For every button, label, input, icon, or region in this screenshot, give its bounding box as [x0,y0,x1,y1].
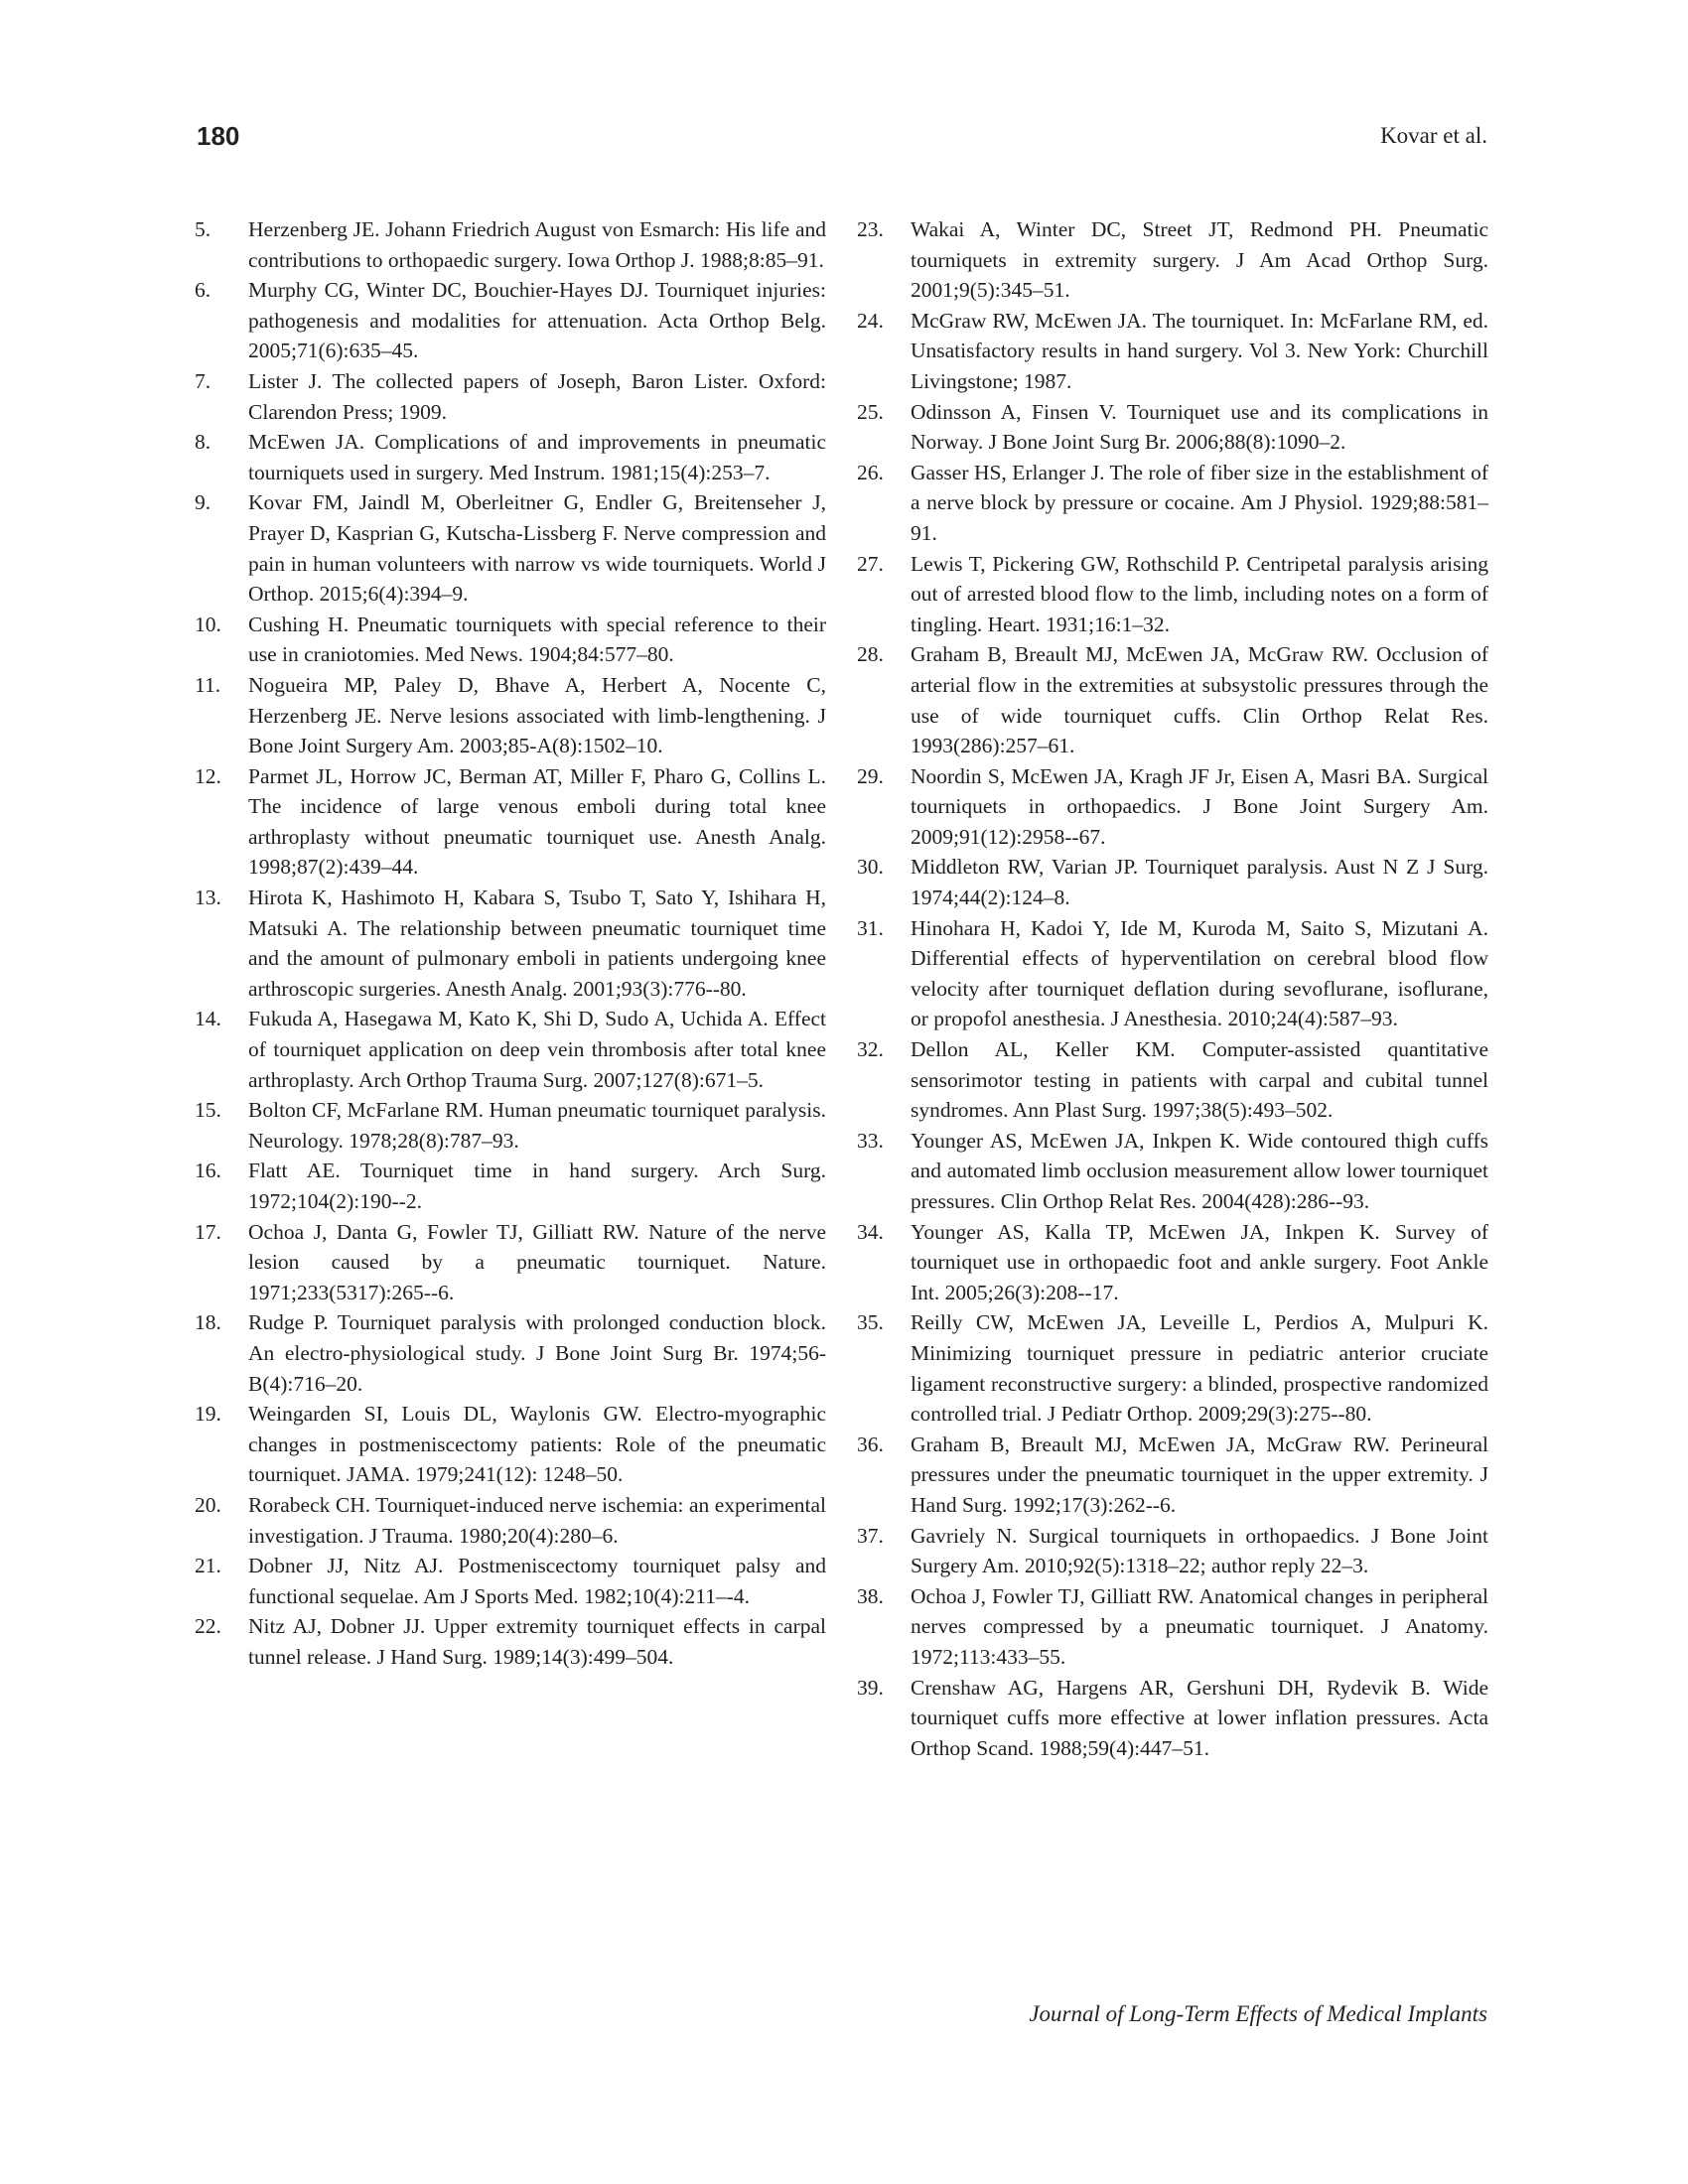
reference-text: Graham B, Breault MJ, McEwen JA, McGraw RW. Perineural pressures under the pneumatic tourniquet in the upper extremity. J Hand Surg. 1992;17(3):262--6. [911,1432,1488,1517]
reference-item [195,883,826,1004]
reference-item [857,1673,1488,1764]
reference-text: Younger AS, Kalla TP, McEwen JA, Inkpen K. Survey of tourniquet use in orthopaedic foot and ankle surgery. Foot Ankle Int. 2005;26(3):208--17. [911,1219,1488,1304]
reference-text: Nogueira MP, Paley D, Bhave A, Herbert A, Nocente C, Herzenberg JE. Nerve lesions associated with limb-lengthening. J Bone Joint Surgery Am. 2003;85-A(8):1502–10. [248,672,826,758]
reference-item [195,487,826,609]
reference-number: 16. [195,1159,221,1183]
reference-text: Flatt AE. Tourniquet time in hand surgery. Arch Surg. 1972;104(2):190--2. [248,1159,826,1213]
reference-number: 27. [857,551,884,576]
reference-text: Cushing H. Pneumatic tourniquets with special reference to their use in craniotomies. Med News. 1904;84:577–80. [248,612,826,667]
reference-item [195,761,826,883]
reference-number: 38. [857,1583,884,1608]
reference-item [857,852,1488,912]
reference-text: Odinsson A, Finsen V. Tourniquet use and its complications in Norway. J Bone Joint Surg Br. 2006;88(8):1090–2. [911,399,1488,455]
reference-item [195,1611,826,1672]
reference-text: Lewis T, Pickering GW, Rothschild P. Centripetal paralysis arising out of arrested blood flow to the limb, including notes on a form of tingling. Heart. 1931;16:1–32. [911,551,1488,636]
reference-number: 21. [195,1554,221,1578]
references-column-left [195,214,826,1673]
reference-item [195,610,826,670]
reference-number: 39. [857,1675,884,1700]
reference-text: Herzenberg JE. Johann Friedrich August von Esmarch: His life and contributions to orthopaedic surgery. Iowa Orthop J. 1988;8:85–91. [248,217,826,272]
reference-text: Rorabeck CH. Tourniquet-induced nerve ischemia: an experimental investigation. J Trauma. 1980;20(4):280–6. [248,1492,826,1548]
reference-number: 17. [195,1219,221,1244]
reference-text: Hinohara H, Kadoi Y, Ide M, Kuroda M, Saito S, Mizutani A. Differential effects of hyperventilation on cerebral blood flow velocity after tourniquet deflation during sevoflurane, isoflurane, or propofol anesthesia. J Anesthesia. 2010;24(4):587–93. [911,915,1488,1031]
reference-number: 25. [857,399,884,424]
reference-item [857,1307,1488,1429]
reference-text: Younger AS, McEwen JA, Inkpen K. Wide contoured thigh cuffs and automated limb occlusion measurement allow lower tourniquet pressures. Clin Orthop Relat Res. 2004(428):286--93. [911,1128,1488,1213]
reference-number: 33. [857,1128,884,1153]
reference-number: 30. [857,855,884,880]
reference-text: Rudge P. Tourniquet paralysis with prolonged conduction block. An electro-physiological study. J Bone Joint Surg Br. 1974;56-B(4):716–20. [248,1310,826,1396]
reference-item [195,1307,826,1399]
journal-footer: Journal of Long-Term Effects of Medical Implants [1029,2001,1487,2026]
reference-text: Fukuda A, Hasegawa M, Kato K, Shi D, Sudo A, Uchida A. Effect of tourniquet application on deep vein thrombosis after total knee arthroplasty. Arch Orthop Trauma Surg. 2007;127(8):671–5. [248,1007,826,1092]
references-column-right [857,214,1488,1763]
reference-number: 11. [195,672,221,697]
reference-item [195,1399,826,1490]
reference-text: Parmet JL, Horrow JC, Berman AT, Miller F, Pharo G, Collins L. The incidence of large venous emboli during total knee arthroplasty without pneumatic tourniquet use. Anesth Analg. 1998;87(2):439–44. [248,763,826,880]
reference-number: 36. [857,1432,884,1456]
reference-number: 26. [857,460,884,484]
reference-number: 15. [195,1098,221,1123]
reference-text: Bolton CF, McFarlane RM. Human pneumatic tourniquet paralysis. Neurology. 1978;28(8):787–93. [248,1098,826,1153]
reference-item [857,639,1488,760]
reference-item [857,761,1488,853]
reference-item [857,1521,1488,1581]
reference-number: 23. [857,217,884,241]
reference-text: Wakai A, Winter DC, Street JT, Redmond PH. Pneumatic tourniquets in extremity surgery. J Am Acad Orthop Surg. 2001;9(5):345–51. [911,217,1488,303]
reference-text: Nitz AJ, Dobner JJ. Upper extremity tourniquet effects in carpal tunnel release. J Hand Surg. 1989;14(3):499–504. [248,1614,826,1669]
reference-text: Kovar FM, Jaindl M, Oberleitner G, Endler G, Breitenseher J, Prayer D, Kasprian G, Kutscha-Lissberg F. Nerve compression and pain in human volunteers with narrow vs wide tourniquets. World J Orthop. 2015;6(4):394–9. [248,490,826,607]
reference-text: Weingarden SI, Louis DL, Waylonis GW. Electro-myographic changes in postmeniscectomy patients: Role of the pneumatic tourniquet. JAMA. 1979;241(12): 1248–50. [248,1402,826,1487]
reference-text: Ochoa J, Danta G, Fowler TJ, Gilliatt RW. Nature of the nerve lesion caused by a pneumatic tourniquet. Nature. 1971;233(5317):265--6. [248,1219,826,1304]
page-number: 180 [197,121,240,151]
reference-item [857,214,1488,306]
reference-number: 29. [857,763,884,788]
reference-number: 6. [195,278,211,303]
reference-item [195,1551,826,1611]
reference-item [857,549,1488,640]
reference-number: 31. [857,915,884,940]
reference-number: 13. [195,886,221,910]
reference-item [195,1004,826,1095]
reference-item [857,1430,1488,1521]
reference-text: Murphy CG, Winter DC, Bouchier-Hayes DJ. Tourniquet injuries: pathogenesis and modalities for attenuation. Acta Orthop Belg. 2005;71(6):635–45. [248,278,826,363]
reference-item [195,275,826,366]
reference-number: 20. [195,1492,221,1517]
reference-item [195,1490,826,1551]
reference-item [857,306,1488,397]
reference-item [195,366,826,427]
reference-item [195,214,826,275]
reference-item [195,1156,826,1216]
reference-number: 12. [195,763,221,788]
reference-item [195,1217,826,1308]
reference-number: 5. [195,217,211,241]
reference-number: 28. [857,642,884,667]
reference-item [857,913,1488,1034]
reference-number: 8. [195,430,211,455]
reference-number: 22. [195,1614,221,1639]
reference-number: 34. [857,1219,884,1244]
reference-item [857,458,1488,549]
reference-number: 18. [195,1310,221,1335]
reference-number: 19. [195,1402,221,1427]
reference-text: Middleton RW, Varian JP. Tourniquet paralysis. Aust N Z J Surg. 1974;44(2):124–8. [911,855,1488,910]
reference-item [857,1581,1488,1673]
reference-number: 10. [195,612,221,636]
reference-text: Dobner JJ, Nitz AJ. Postmeniscectomy tourniquet palsy and functional sequelae. Am J Sports Med. 1982;10(4):211–-4. [248,1554,826,1608]
reference-item [195,670,826,761]
reference-text: Hirota K, Hashimoto H, Kabara S, Tsubo T, Sato Y, Ishihara H, Matsuki A. The relationship between pneumatic tourniquet time and the amount of pulmonary emboli in patients undergoing knee arthroscopic surgeries. Anesth Analg. 2001;93(3):776--80. [248,886,826,1001]
reference-text: Gavriely N. Surgical tourniquets in orthopaedics. J Bone Joint Surgery Am. 2010;92(5):1318–22; author reply 22–3. [911,1523,1488,1578]
reference-number: 24. [857,308,884,333]
reference-number: 35. [857,1310,884,1335]
reference-number: 14. [195,1007,221,1031]
reference-number: 32. [857,1037,884,1062]
reference-text: Lister J. The collected papers of Joseph, Baron Lister. Oxford: Clarendon Press; 1909. [248,368,826,424]
reference-item [857,397,1488,458]
reference-number: 7. [195,368,211,393]
reference-text: McGraw RW, McEwen JA. The tourniquet. In: McFarlane RM, ed. Unsatisfactory results in hand surgery. Vol 3. New York: Churchill Livingstone; 1987. [911,308,1488,393]
reference-text: Dellon AL, Keller KM. Computer-assisted quantitative sensorimotor testing in patients with carpal and cubital tunnel syndromes. Ann Plast Surg. 1997;38(5):493–502. [911,1037,1488,1123]
reference-text: Graham B, Breault MJ, McEwen JA, McGraw RW. Occlusion of arterial flow in the extremities at subsystolic pressures through the use of wide tourniquet cuffs. Clin Orthop Relat Res. 1993(286):257–61. [911,642,1488,758]
running-head-authors: Kovar et al. [1380,123,1487,148]
reference-item [857,1034,1488,1126]
reference-item [857,1126,1488,1217]
reference-text: Crenshaw AG, Hargens AR, Gershuni DH, Rydevik B. Wide tourniquet cuffs more effective at lower inflation pressures. Acta Orthop Scand. 1988;59(4):447–51. [911,1675,1488,1760]
reference-number: 9. [195,490,211,515]
reference-number: 37. [857,1523,884,1548]
reference-item [195,1095,826,1156]
reference-item [195,427,826,487]
reference-item [857,1217,1488,1308]
reference-text: Ochoa J, Fowler TJ, Gilliatt RW. Anatomical changes in peripheral nerves compressed by a pneumatic tourniquet. J Anatomy. 1972;113:433–55. [911,1583,1488,1669]
reference-text: Reilly CW, McEwen JA, Leveille L, Perdios A, Mulpuri K. Minimizing tourniquet pressure in pediatric anterior cruciate ligament reconstructive surgery: a blinded, prospective randomized controlled trial. J Pediatr Orthop. 2009;29(3):275--80. [911,1310,1488,1427]
reference-text: McEwen JA. Complications of and improvements in pneumatic tourniquets used in surgery. Med Instrum. 1981;15(4):253–7. [248,430,826,484]
reference-text: Noordin S, McEwen JA, Kragh JF Jr, Eisen A, Masri BA. Surgical tourniquets in orthopaedics. J Bone Joint Surgery Am. 2009;91(12):2958--67. [911,763,1488,849]
reference-text: Gasser HS, Erlanger J. The role of fiber size in the establishment of a nerve block by pressure or cocaine. Am J Physiol. 1929;88:581–91. [911,460,1488,545]
